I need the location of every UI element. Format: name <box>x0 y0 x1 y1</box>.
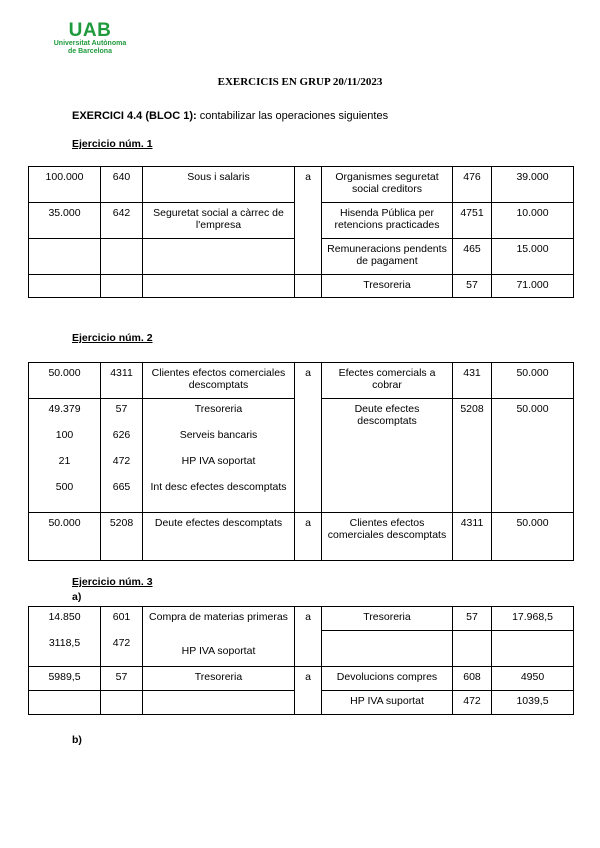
debit-name: Seguretat social a càrrec de l'empresa <box>143 203 295 239</box>
a-separator <box>295 275 322 298</box>
credit-name: Tresoreria <box>322 607 453 631</box>
debit-amount <box>29 275 101 298</box>
debit-accounts <box>101 607 143 667</box>
logo-wordmark: UAB <box>68 20 112 41</box>
debit-name: Int desc efectes descomptats <box>150 481 287 493</box>
ej2-heading: Ejercicio núm. 2 <box>72 332 153 344</box>
debit-name <box>143 239 295 275</box>
credit-amount: 50.000 <box>492 363 574 399</box>
debit-name <box>143 275 295 298</box>
credit-account: 57 <box>453 607 492 631</box>
debit-name: Tresoreria <box>143 667 295 691</box>
credit-amount: 50.000 <box>492 399 574 513</box>
credit-name: Clientes efectos comerciales descomptats <box>322 513 453 561</box>
debit-amount: 50.000 <box>29 363 101 399</box>
credit-name: Organismes seguretat social creditors <box>322 167 453 203</box>
credit-amount: 15.000 <box>492 239 574 275</box>
debit-account: 472 <box>112 637 131 649</box>
debit-name: HP IVA soportat <box>181 455 256 467</box>
debit-names <box>143 399 295 513</box>
page-title: EXERCICIS EN GRUP 20/11/2023 <box>217 76 383 88</box>
credit-amount: 17.968,5 <box>492 607 574 631</box>
logo-line-2: de Barcelona <box>68 48 112 55</box>
credit-name: Devolucions compres <box>322 667 453 691</box>
ej2-table <box>28 362 574 561</box>
credit-account: 4751 <box>453 203 492 239</box>
debit-amounts <box>29 399 101 513</box>
credit-amount: 39.000 <box>492 167 574 203</box>
exercise-heading <box>72 110 388 122</box>
debit-name: Serveis bancaris <box>179 429 258 441</box>
credit-account: 465 <box>453 239 492 275</box>
credit-name: Efectes comercials a cobrar <box>322 363 453 399</box>
exercise-label: EXERCICI 4.4 (BLOC 1): <box>72 110 197 122</box>
part-a-label: a) <box>72 591 82 603</box>
ej1-heading: Ejercicio núm. 1 <box>72 138 153 150</box>
credit-amount: 4950 <box>492 667 574 691</box>
debit-amount: 5989,5 <box>29 667 101 691</box>
a-separator: a <box>295 363 322 513</box>
a-separator: a <box>295 513 322 561</box>
debit-name: Clientes efectos comerciales descomptats <box>143 363 295 399</box>
credit-account: 472 <box>453 691 492 715</box>
a-separator: a <box>295 607 322 667</box>
credit-amount: 1039,5 <box>492 691 574 715</box>
debit-names <box>143 607 295 667</box>
debit-amount: 100.000 <box>29 167 101 203</box>
credit-account: 608 <box>453 667 492 691</box>
debit-amount: 21 <box>58 455 71 467</box>
credit-name-empty <box>322 631 453 667</box>
table-row <box>29 167 574 203</box>
debit-account: 665 <box>112 481 131 493</box>
table-row <box>29 667 574 691</box>
debit-account: 4311 <box>101 363 143 399</box>
credit-account: 476 <box>453 167 492 203</box>
debit-amount: 49.379 <box>48 403 81 415</box>
debit-amount: 500 <box>55 481 74 493</box>
credit-account: 5208 <box>453 399 492 513</box>
credit-amount: 71.000 <box>492 275 574 298</box>
credit-amount: 50.000 <box>492 513 574 561</box>
a-separator: a <box>295 667 322 715</box>
credit-account: 431 <box>453 363 492 399</box>
table-row <box>29 513 574 561</box>
part-b-label: b) <box>72 734 82 746</box>
debit-account: 626 <box>112 429 131 441</box>
credit-account: 4311 <box>453 513 492 561</box>
debit-name: Compra de materias primeras <box>149 611 288 623</box>
ej3-heading: Ejercicio núm. 3 <box>72 576 153 588</box>
credit-name: Remuneracions pendents de pagament <box>322 239 453 275</box>
debit-account: 601 <box>112 611 131 623</box>
ej1-table <box>28 166 574 298</box>
debit-amount: 100 <box>55 429 74 441</box>
debit-account: 5208 <box>101 513 143 561</box>
logo-line-1: Universitat Autònoma <box>53 40 127 47</box>
exercise-text: contabilizar las operaciones siguientes <box>196 110 389 122</box>
debit-amounts <box>29 607 101 667</box>
debit-amount <box>29 239 101 275</box>
debit-account <box>101 239 143 275</box>
credit-amount-empty <box>492 631 574 667</box>
debit-account: 57 <box>101 667 143 691</box>
debit-accounts <box>101 399 143 513</box>
a-separator: a <box>295 167 322 275</box>
debit-account: 640 <box>101 167 143 203</box>
debit-account <box>101 691 143 715</box>
uab-logo <box>38 22 142 56</box>
ej3-table <box>28 606 574 715</box>
debit-name: Sous i salaris <box>143 167 295 203</box>
debit-name: HP IVA soportat <box>181 645 256 657</box>
credit-account-empty <box>453 631 492 667</box>
table-row <box>29 275 574 298</box>
debit-amount: 35.000 <box>29 203 101 239</box>
table-row <box>29 363 574 399</box>
debit-account: 642 <box>101 203 143 239</box>
debit-amount: 50.000 <box>29 513 101 561</box>
credit-name: Deute efectes descomptats <box>322 399 453 513</box>
debit-account: 472 <box>112 455 131 467</box>
debit-name <box>143 691 295 715</box>
debit-amount <box>29 691 101 715</box>
credit-amount: 10.000 <box>492 203 574 239</box>
debit-name: Tresoreria <box>194 403 243 415</box>
credit-name: HP IVA suportat <box>322 691 453 715</box>
debit-account <box>101 275 143 298</box>
debit-amount: 3118,5 <box>48 637 81 649</box>
credit-name: Tresoreria <box>322 275 453 298</box>
debit-name: Deute efectes descomptats <box>143 513 295 561</box>
debit-account: 57 <box>115 403 128 415</box>
credit-account: 57 <box>453 275 492 298</box>
table-row <box>29 607 574 631</box>
debit-amount: 14.850 <box>48 611 81 623</box>
credit-name: Hisenda Pública per retencions practicades <box>322 203 453 239</box>
